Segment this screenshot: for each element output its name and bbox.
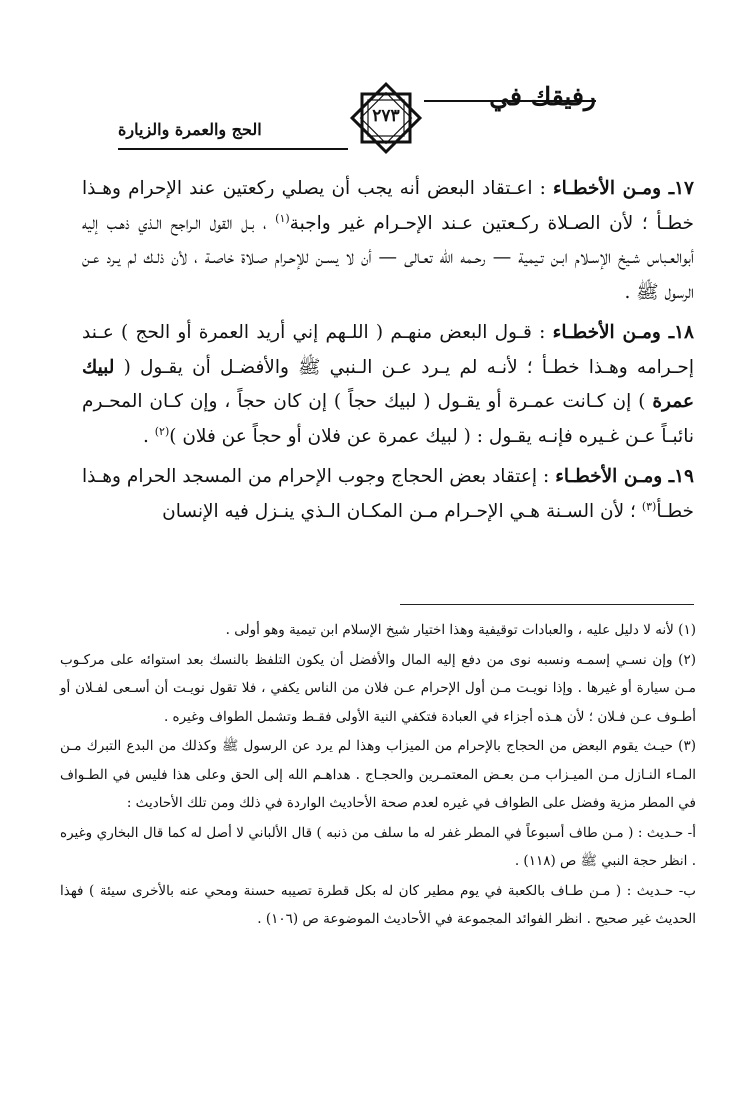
footnote-3-item-a: أ- حـديث : ( مـن طاف أسبوعاً في المطر غفر له ما سلف من ذنبه ) قال الألباني لا أصل له كما قال البخاري وغيره . انظر حجة النبي ﷺ ص (١١٨) . <box>60 824 696 869</box>
page-number-badge <box>348 80 424 156</box>
footnote-ref[interactable]: (١) <box>275 211 290 225</box>
paragraph-19 <box>82 460 694 529</box>
main-text <box>82 172 694 535</box>
footnote-3: (٣) حيـث يقوم البعض من الحجاج بالإحرام من الميزاب وهذا لم يرد عن الرسول ﷺ وكذلك من البدع التبرك مـن المـاء النـازل مـن الميـزاب مـن بعـض المعتمـرين والحجـاج . هداهـم الله إلى الحق وعلى هذا فليس في الطـواف في المطر مزية وفضل على الطواف في غيره لعدم صحة الأحاديث الواردة في ذلك ومن تلك الأحاديث : <box>60 738 696 811</box>
paragraph-18 <box>82 316 694 454</box>
footnotes <box>60 616 696 935</box>
paragraph-text: ، بـل القول الـراجح الـذي ذهـب إليه أبوالعـباس شـيخ الإسـلام ابـن تـيمية — رحـمه الله تعـالى — أن لا يسـن للإحـرام صـلاة خاصـة ، لأن ذلـك لم يـرد عـن الرسول ﷺ . <box>82 212 694 303</box>
paragraph-17 <box>82 172 694 310</box>
footnote-3-item-b: ب- حـديث : ( مـن طـاف بالكعبة في يوم مطير كان له بكل قطرة تصيبه حسنة ومحي عنه بالأخرى سيئة ) فهذا الحديث غير صحيح . انظر الفوائد المجموعة في الأحاديث الموضوعة ص (١٠٦) . <box>60 882 696 927</box>
footnote-ref[interactable]: (٣) <box>641 499 657 513</box>
item-lead: ١٨ـ ومـن الأخطـاء <box>552 322 694 343</box>
item-lead: ١٩ـ ومـن الأخطـاء <box>555 466 694 487</box>
item-lead: ١٧ـ ومـن الأخطـاء <box>552 178 694 199</box>
page-number: ٢٧٣ <box>372 106 400 126</box>
paragraph-text: : اعـتقاد البعض أنه يجب أن يصلي ركعتين عند الإحرام وهـذا خطـأ ؛ لأن الصـلاة ركـعتين عـند الإحـرام غير واجبة <box>82 178 694 234</box>
footnote-separator <box>400 604 694 605</box>
book-subtitle: الحج والعمرة والزيارة <box>118 120 262 139</box>
paragraph-text: : إعتقاد بعض الحجاج وجوب الإحرام من المسجد الحرام وهـذا خطـأ <box>82 466 694 522</box>
footnote-ref[interactable]: (٢) <box>154 424 170 438</box>
paragraph-text: ؛ لأن السـنة هـي الإحـرام مـن المكـان الـذي ينـزل فيه الإنسان <box>162 500 642 522</box>
paragraph-text: : قـول البعض منهـم ( اللـهم إني أريد العمرة أو الحج ) عـند إحـرامه وهـذا خطـأ ؛ لأنـه لم يـرد عـن الـنبي ﷺ والأفضـل أن يقـول ( <box>82 322 694 378</box>
footnote-2: (٢) وإن نسـي إسمـه ونسبه نوى من دفع إليه المال والأفضل أن يكون التلفظ بالنسك بعد استوائه على مركـوب مـن سيارة أو غيرها . وإذا نويـت مـن أول الإحرام عـن فلان من الناس يكفي ، فلا تقول نويـت أن أسـعى لفـلان أو أطـوف عـن فـلان ؛ لأن هـذه أجزاء في العبادة فتكفي النية الأولى فقـط وتشمل الطواف وغيره . <box>60 651 696 725</box>
footnote-1: (١) لأنه لا دليل عليه ، والعبادات توقيفية وهذا اختيار شيخ الإسلام ابن تيمية وهو أولى . <box>225 622 696 638</box>
book-title: رفيقك في <box>489 82 596 111</box>
paragraph-text: ) إن كـانت عمـرة أو يقـول ( لبيك حجاً ) إن كان حجاً ، وإن كـان المحـرم نائبـاً عـن غـيره فإنـه يقـول : ( لبيك عمرة عن فلان أو حجاً عن فلان ) <box>82 391 694 447</box>
header-rule-bottom <box>118 148 348 150</box>
header-rule-top <box>424 100 596 102</box>
paragraph-text: . <box>142 425 155 447</box>
emphasis-text: لبيك عمرة <box>82 356 694 412</box>
